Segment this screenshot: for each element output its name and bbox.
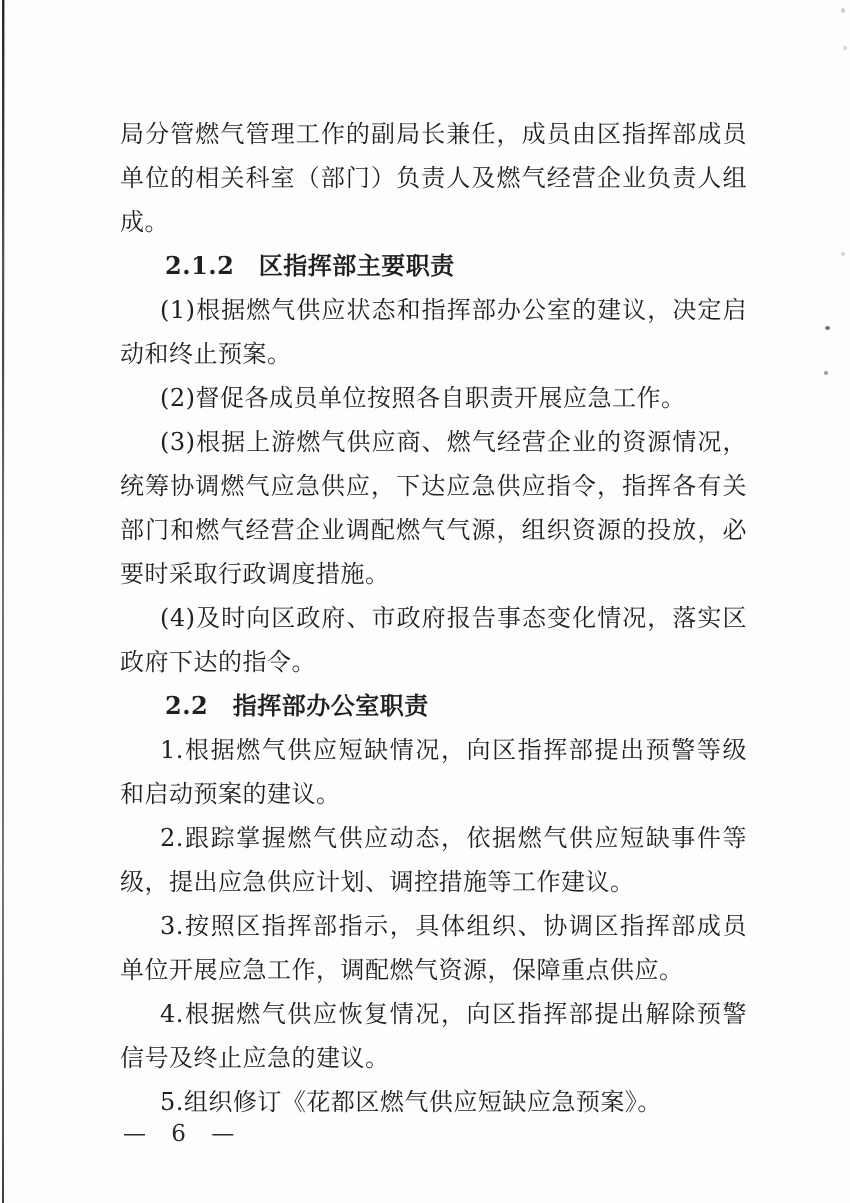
paragraph-item-2: (2)督促各成员单位按照各自职责开展应急工作。 <box>160 384 686 412</box>
paragraph-continuation: 局分管燃气管理工作的副局长兼任，成员由区指挥部成员单位的相关科室（部门）负责人及燃气经营企业负责人组成。 <box>120 120 747 236</box>
section-heading-2-2: 2.2 指挥部办公室职责 <box>165 691 429 720</box>
scan-edge-artifact <box>2 0 4 1203</box>
page-number: — 6 — <box>123 1121 244 1147</box>
paragraph-duty-1: 1.根据燃气供应短缺情况，向区指挥部提出预警等级和启动预案的建议。 <box>120 736 747 808</box>
paragraph-item-4: (4)及时向区政府、市政府报告事态变化情况，落实区政府下达的指令。 <box>120 604 747 676</box>
scan-speck <box>824 371 828 375</box>
paragraph-duty-4: 4.根据燃气供应恢复情况，向区指挥部提出解除预警信号及终止应急的建议。 <box>120 1000 747 1072</box>
paragraph-duty-3: 3.按照区指挥部指示，具体组织、协调区指挥部成员单位开展应急工作，调配燃气资源，保障重点供应。 <box>120 912 747 984</box>
scan-speck <box>843 46 847 50</box>
paragraph-duty-5: 5.组织修订《花都区燃气供应短缺应急预案》。 <box>160 1088 662 1116</box>
scan-speck <box>841 8 845 13</box>
section-heading-2-1-2: 2.1.2 区指挥部主要职责 <box>165 251 455 280</box>
paragraph-duty-2: 2.跟踪掌握燃气供应动态，依据燃气供应短缺事件等级，提出应急供应计划、调控措施等工作建议。 <box>120 824 747 896</box>
scan-speck <box>825 326 830 330</box>
document-body <box>120 112 747 1124</box>
paragraph-item-3: (3)根据上游燃气供应商、燃气经营企业的资源情况，统筹协调燃气应急供应，下达应急供应指令，指挥各有关部门和燃气经营企业调配燃气气源，组织资源的投放，必要时采取行政调度措施。 <box>120 428 747 588</box>
paragraph-item-1: (1)根据燃气供应状态和指挥部办公室的建议，决定启动和终止预案。 <box>120 296 747 368</box>
scan-speck <box>841 252 845 256</box>
